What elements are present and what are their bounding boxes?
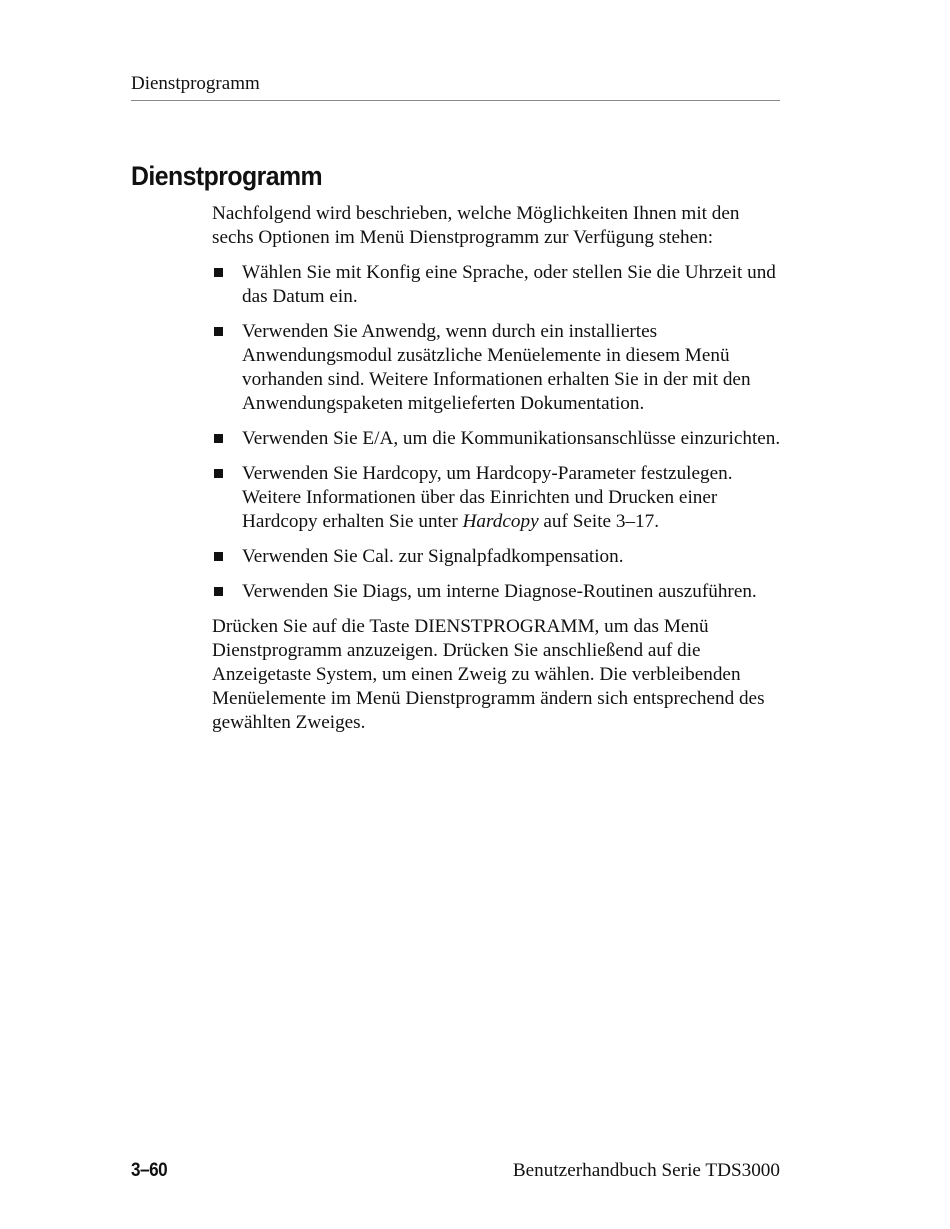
list-item	[212, 261, 782, 309]
list-item-text-end: auf Seite 3–17.	[538, 511, 660, 532]
closing-paragraph: Drücken Sie auf die Taste DIENSTPROGRAMM, um das Menü Dienstprogramm anzuzeigen. Drücken Sie anschließend auf die Anzeigetaste System, um einen Zweig zu wählen. Die verbleibenden Menüelemente im Menü Dienstprogramm ändern sich entsprechend des gewählten Zweiges.	[212, 616, 765, 733]
list-item	[212, 320, 782, 416]
intro-paragraph: Nachfolgend wird beschrieben, welche Möglichkeiten Ihnen mit den sechs Optionen im Menü Dienstprogramm zur Verfügung stehen:	[212, 203, 740, 248]
list-item	[212, 462, 782, 534]
cross-reference-link: Hardcopy	[462, 511, 539, 532]
section-body	[212, 202, 782, 735]
list-item-text: Wählen Sie mit Konfig eine Sprache, oder stellen Sie die Uhrzeit und das Datum ein.	[242, 262, 776, 307]
page-number: 3–60	[131, 1160, 168, 1181]
option-list	[212, 261, 782, 604]
list-item-text-start: Verwenden Sie Hardcopy, um Hardcopy-Parameter festzulegen. Weitere Informationen über das Einrichten und Drucken einer Hardcopy erhalten Sie unter	[242, 463, 733, 532]
list-item	[212, 545, 782, 569]
square-bullet-icon	[214, 434, 223, 443]
list-item-text: Verwenden Sie Diags, um interne Diagnose-Routinen auszuführen.	[242, 581, 757, 602]
running-header-title: Dienstprogramm	[131, 73, 260, 94]
footer-book-title: Benutzerhandbuch Serie TDS3000	[512, 1160, 780, 1181]
square-bullet-icon	[214, 327, 223, 336]
list-item-text	[242, 463, 733, 532]
list-item	[212, 427, 782, 451]
square-bullet-icon	[214, 268, 223, 277]
list-item-text: Verwenden Sie Cal. zur Signalpfadkompensation.	[242, 546, 624, 567]
list-item-text: Verwenden Sie E/A, um die Kommunikationsanschlüsse einzurichten.	[242, 428, 781, 449]
running-header	[131, 72, 780, 101]
square-bullet-icon	[214, 552, 223, 561]
list-item	[212, 580, 782, 604]
square-bullet-icon	[214, 587, 223, 596]
list-item-text: Verwenden Sie Anwendg, wenn durch ein installiertes Anwendungsmodul zusätzliche Menüelemente in diesem Menü vorhanden sind. Weitere Informationen erhalten Sie in der mit den Anwendungspaketen mitgelieferten Dokumentation.	[242, 321, 751, 414]
square-bullet-icon	[214, 469, 223, 478]
section-title: Dienstprogramm	[131, 161, 323, 191]
